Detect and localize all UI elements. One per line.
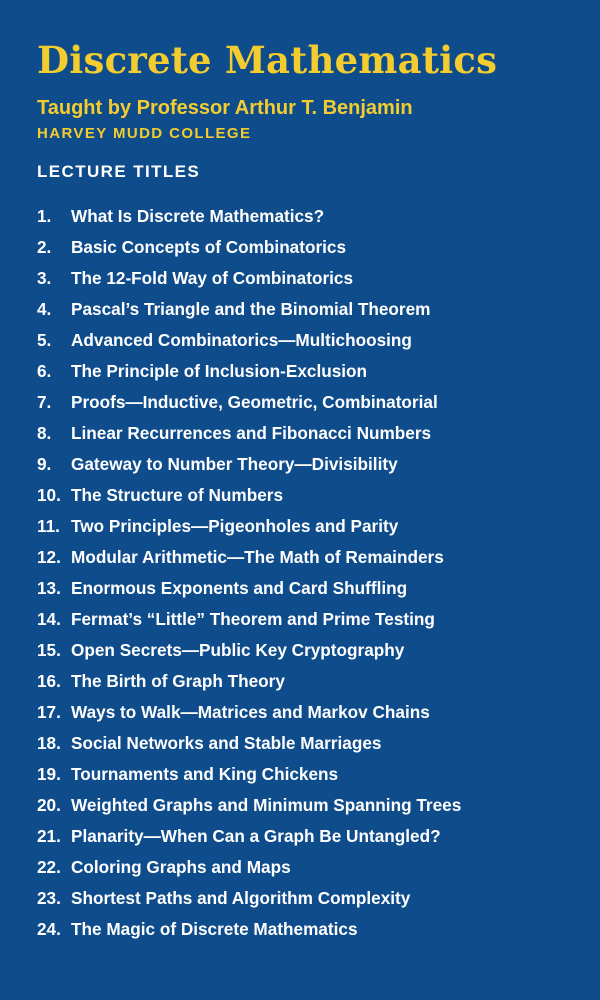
lecture-title: Modular Arithmetic—The Math of Remainders — [71, 547, 444, 567]
lecture-number: 10. — [37, 485, 61, 505]
lecture-title: What Is Discrete Mathematics? — [71, 206, 325, 226]
professor-line: Taught by Professor Arthur T. Benjamin — [37, 97, 413, 119]
lecture-title: Coloring Graphs and Maps — [71, 857, 291, 877]
lecture-number: 1. — [37, 206, 52, 226]
lecture-title: Pascal’s Triangle and the Binomial Theorem — [71, 299, 431, 319]
lecture-number: 4. — [37, 299, 52, 319]
lecture-title: Two Principles—Pigeonholes and Parity — [71, 516, 399, 536]
lecture-item — [37, 356, 580, 387]
lecture-number: 9. — [37, 454, 52, 474]
lecture-title: The Principle of Inclusion-Exclusion — [71, 361, 368, 381]
lecture-title: Ways to Walk—Matrices and Markov Chains — [71, 702, 430, 722]
lecture-number: 13. — [37, 578, 61, 598]
lecture-number: 23. — [37, 888, 61, 908]
lecture-item — [37, 728, 580, 759]
lecture-title: The Magic of Discrete Mathematics — [71, 919, 358, 939]
lecture-title: Weighted Graphs and Minimum Spanning Trees — [71, 795, 462, 815]
lecture-item — [37, 294, 580, 325]
lecture-title: Enormous Exponents and Card Shuffling — [71, 578, 408, 598]
lecture-title: Basic Concepts of Combinatorics — [71, 237, 347, 257]
lecture-number: 15. — [37, 640, 61, 660]
lecture-number: 8. — [37, 423, 52, 443]
lecture-titles-heading: LECTURE TITLES — [37, 162, 201, 181]
lecture-title: Gateway to Number Theory—Divisibility — [71, 454, 398, 474]
lecture-number: 3. — [37, 268, 52, 288]
lecture-title: Shortest Paths and Algorithm Complexity — [71, 888, 411, 908]
lecture-number: 21. — [37, 826, 61, 846]
lecture-item — [37, 604, 580, 635]
lecture-item — [37, 387, 580, 418]
lecture-list — [37, 201, 580, 945]
lecture-number: 11. — [37, 516, 60, 536]
lecture-item — [37, 666, 580, 697]
lecture-title: Proofs—Inductive, Geometric, Combinatorial — [71, 392, 438, 412]
lecture-item — [37, 542, 580, 573]
lecture-number: 19. — [37, 764, 61, 784]
lecture-item — [37, 263, 580, 294]
lecture-number: 5. — [37, 330, 52, 350]
lecture-title: Tournaments and King Chickens — [71, 764, 339, 784]
lecture-number: 20. — [37, 795, 61, 815]
lecture-item — [37, 914, 580, 945]
lecture-title: Social Networks and Stable Marriages — [71, 733, 382, 753]
lecture-number: 2. — [37, 237, 52, 257]
lecture-item — [37, 201, 580, 232]
lecture-number: 24. — [37, 919, 61, 939]
lecture-item — [37, 852, 580, 883]
lecture-number: 14. — [37, 609, 61, 629]
institution-name: HARVEY MUDD COLLEGE — [37, 125, 252, 142]
lecture-title: Open Secrets—Public Key Cryptography — [71, 640, 405, 660]
lecture-item — [37, 480, 580, 511]
course-title: Discrete Mathematics — [37, 38, 498, 82]
lecture-item — [37, 325, 580, 356]
lecture-number: 22. — [37, 857, 61, 877]
lecture-item — [37, 511, 580, 542]
lecture-title: The Birth of Graph Theory — [71, 671, 285, 691]
lecture-item — [37, 697, 580, 728]
lecture-item — [37, 821, 580, 852]
lecture-item — [37, 635, 580, 666]
lecture-item — [37, 418, 580, 449]
lecture-item — [37, 883, 580, 914]
lecture-item — [37, 759, 580, 790]
lecture-number: 12. — [37, 547, 61, 567]
lecture-item — [37, 790, 580, 821]
lecture-item — [37, 449, 580, 480]
lecture-number: 16. — [37, 671, 61, 691]
lecture-title: Fermat’s “Little” Theorem and Prime Testing — [71, 609, 435, 629]
lecture-title: The Structure of Numbers — [71, 485, 284, 505]
lecture-number: 6. — [37, 361, 52, 381]
lecture-number: 18. — [37, 733, 61, 753]
lecture-item — [37, 232, 580, 263]
lecture-number: 17. — [37, 702, 61, 722]
lecture-title: Advanced Combinatorics—Multichoosing — [71, 330, 412, 350]
lecture-title: Linear Recurrences and Fibonacci Numbers — [71, 423, 432, 443]
lecture-number: 7. — [37, 392, 52, 412]
lecture-title: Planarity—When Can a Graph Be Untangled? — [71, 826, 441, 846]
lecture-title: The 12-Fold Way of Combinatorics — [71, 268, 354, 288]
lecture-item — [37, 573, 580, 604]
